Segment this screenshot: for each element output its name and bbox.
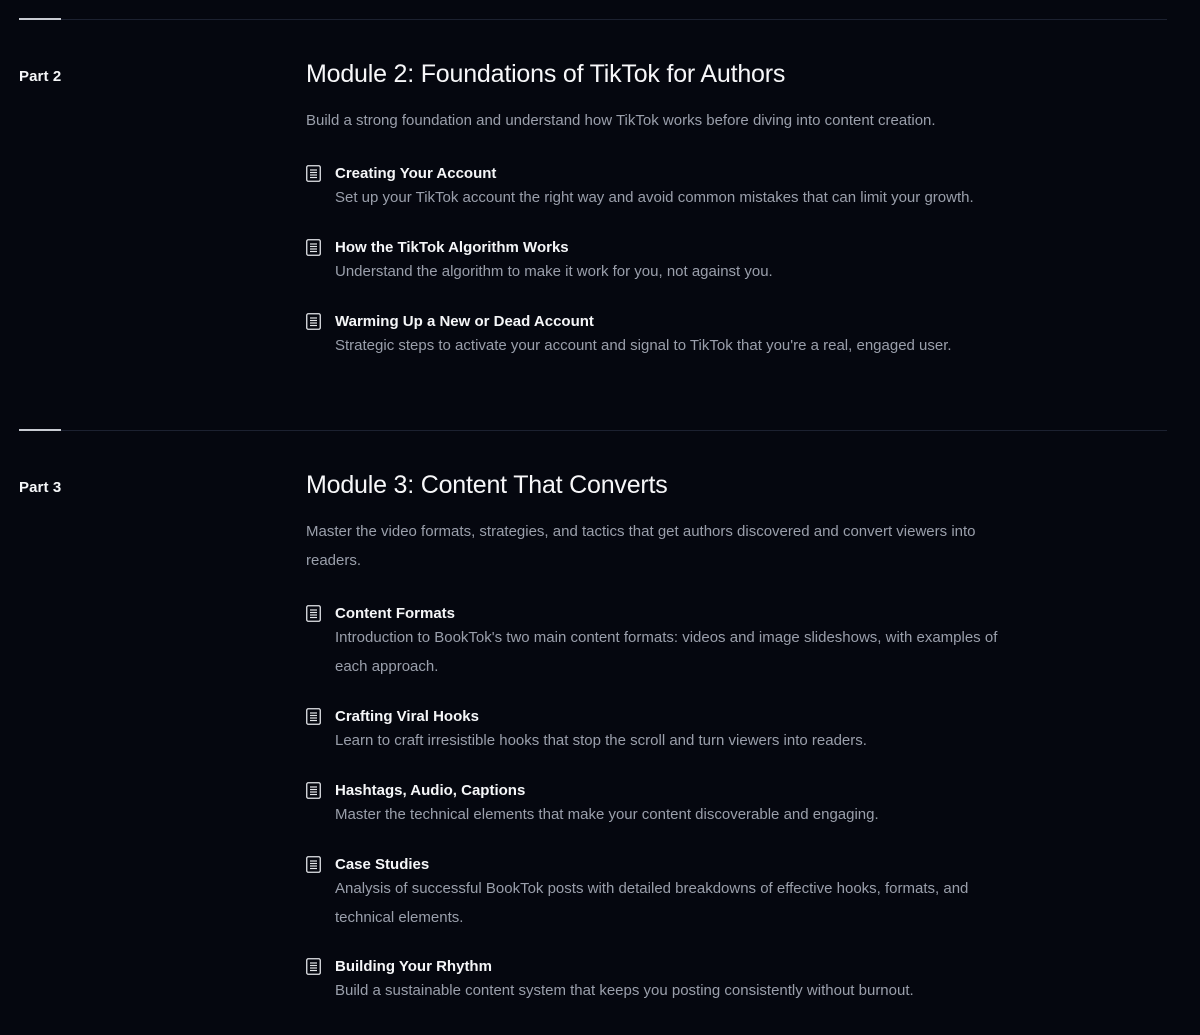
lesson-title: Warming Up a New or Dead Account: [335, 313, 594, 330]
document-lines-icon: [306, 313, 321, 330]
lesson-description: Master the technical elements that make your content discoverable and engaging.: [335, 806, 879, 823]
document-lines-icon: [306, 856, 321, 873]
lesson-title: How the TikTok Algorithm Works: [335, 239, 569, 256]
part-label: Part 2: [19, 68, 62, 85]
document-lines-icon: [306, 605, 321, 622]
lesson-title: Content Formats: [335, 605, 455, 622]
lesson-description: Analysis of successful BookTok posts with detailed breakdowns of effective hooks, formats, and technical elements.: [335, 880, 969, 926]
lesson-description: Strategic steps to activate your account and signal to TikTok that you're a real, engaged user.: [335, 337, 952, 354]
section-divider-accent: [19, 18, 61, 20]
document-lines-icon: [306, 782, 321, 799]
lesson-description: Set up your TikTok account the right way and avoid common mistakes that can limit your growth.: [335, 189, 974, 206]
module-title: Module 3: Content That Converts: [306, 471, 668, 499]
module-description: Master the video formats, strategies, and tactics that get authors discovered and convert viewers into readers.: [306, 523, 976, 569]
section-divider-accent: [19, 429, 61, 431]
module-description: Build a strong foundation and understand how TikTok works before diving into content creation.: [306, 112, 936, 129]
lesson-title: Hashtags, Audio, Captions: [335, 782, 526, 799]
lesson-title: Crafting Viral Hooks: [335, 708, 479, 725]
lesson-description: Introduction to BookTok's two main content formats: videos and image slideshows, with examples of each approach.: [335, 629, 998, 675]
document-lines-icon: [306, 165, 321, 182]
part-label: Part 3: [19, 479, 62, 496]
lesson-title: Case Studies: [335, 856, 430, 873]
lesson-title: Creating Your Account: [335, 165, 497, 182]
section-divider: [19, 430, 1167, 431]
document-lines-icon: [306, 239, 321, 256]
document-lines-icon: [306, 958, 321, 975]
lesson-description: Learn to craft irresistible hooks that stop the scroll and turn viewers into readers.: [335, 732, 867, 749]
lesson-description: Understand the algorithm to make it work for you, not against you.: [335, 263, 773, 280]
lesson-description: Build a sustainable content system that keeps you posting consistently without burnout.: [335, 982, 914, 999]
document-lines-icon: [306, 708, 321, 725]
module-title: Module 2: Foundations of TikTok for Authors: [306, 60, 786, 88]
lesson-title: Building Your Rhythm: [335, 958, 492, 975]
section-divider: [19, 19, 1167, 20]
